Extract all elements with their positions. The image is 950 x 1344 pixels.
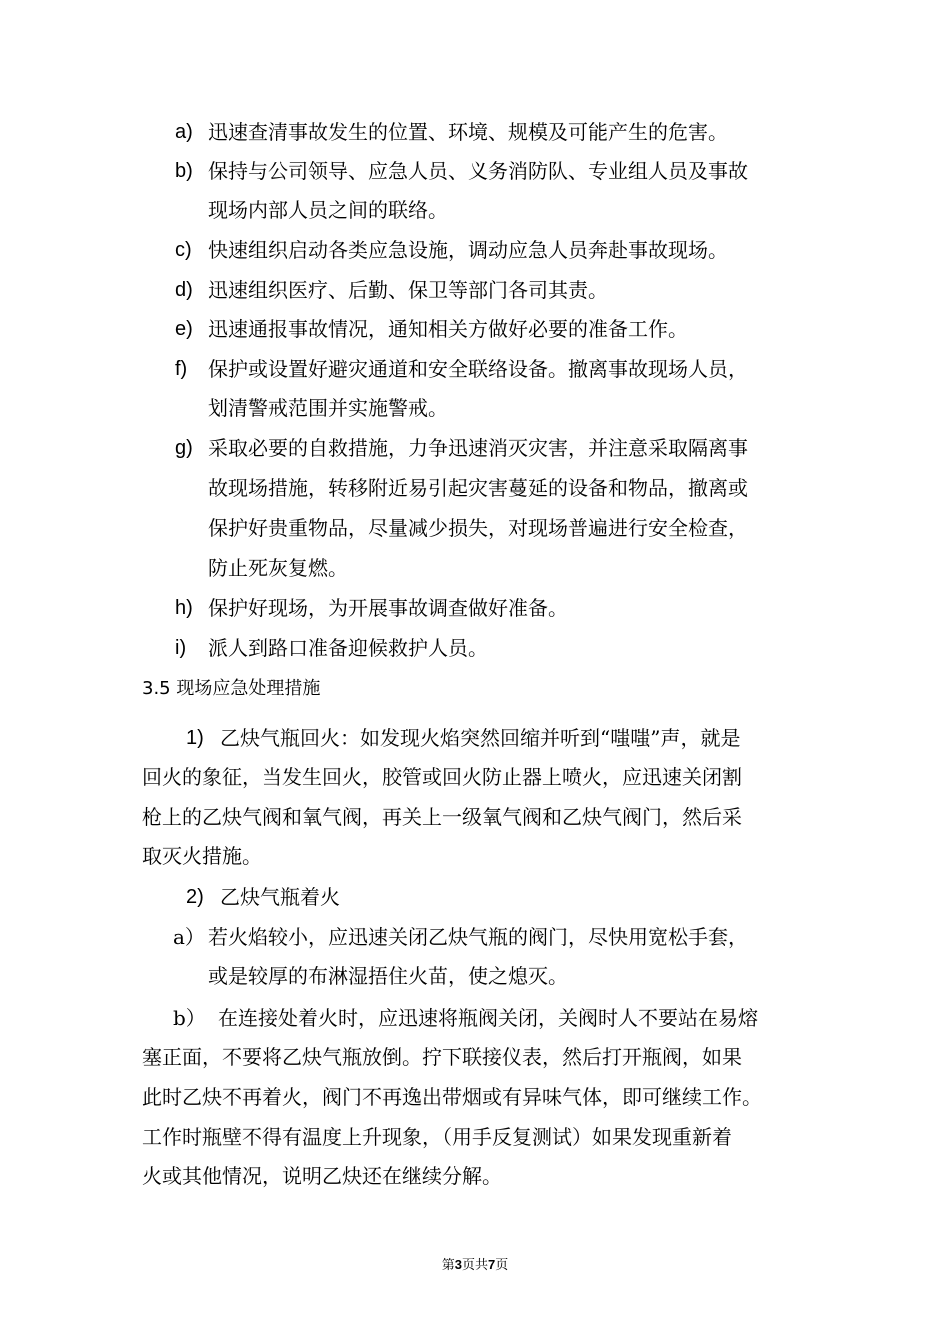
footer-suffix: 页: [495, 1258, 509, 1273]
footer-total-pages: 7: [488, 1257, 496, 1272]
list-item-f-line-2: 划清警戒范围并实施警戒。: [208, 396, 448, 420]
list-label-b: b): [175, 160, 193, 182]
sub-item-a-line-2: 或是较厚的布淋湿捂住火苗，使之熄灭。: [208, 964, 568, 988]
list-item-b-line-2: 现场内部人员之间的联络。: [208, 198, 448, 222]
list-item-e-line-1: 迅速通报事故情况，通知相关方做好必要的准备工作。: [208, 317, 688, 341]
list-item-c-line-1: 快速组织启动各类应急设施，调动应急人员奔赴事故现场。: [208, 238, 728, 262]
list-label-c: c): [175, 239, 192, 261]
list-label-f: f): [175, 358, 188, 380]
list-item-d-line-1: 迅速组织医疗、后勤、保卫等部门各司其责。: [208, 278, 608, 302]
list-item-g-line-1: 采取必要的自救措施，力争迅速消灭灾害，并注意采取隔离事: [208, 436, 748, 460]
sub-item-b-line-3: 此时乙炔不再着火，阀门不再逸出带烟或有异味气体，即可继续工作。: [142, 1085, 762, 1109]
list-item-b-line-1: 保持与公司领导、应急人员、义务消防队、专业组人员及事故: [208, 159, 748, 183]
section-heading: 3.5 现场应急处理措施: [142, 678, 321, 699]
list-item-a-line-1: 迅速查清事故发生的位置、环境、规模及可能产生的危害。: [208, 120, 728, 144]
footer-prefix: 第: [441, 1258, 455, 1273]
list-label-a: a): [175, 121, 193, 143]
list-label-e: e): [175, 318, 193, 340]
paragraph-1-label: 1): [186, 727, 204, 749]
list-label-i: i): [175, 637, 187, 659]
list-item-g-line-2: 故现场措施，转移附近易引起灾害蔓延的设备和物品，撤离或: [208, 476, 748, 500]
sub-item-b-line-1: 在连接处着火时，应迅速将瓶阀关闭，关阀时人不要站在易熔: [218, 1006, 758, 1030]
list-label-d: d): [175, 279, 193, 301]
sub-item-b-line-5: 火或其他情况，说明乙炔还在继续分解。: [142, 1164, 502, 1188]
list-label-h: h): [175, 597, 193, 619]
paragraph-1-line-1: 乙炔气瓶回火：如发现火焰突然回缩并听到“嗤嗤”声，就是: [220, 726, 741, 750]
paragraph-2-title: 乙炔气瓶着火: [220, 885, 340, 909]
page-footer: [0, 1256, 950, 1275]
sub-item-a-label: a）: [173, 925, 205, 949]
list-item-i-line-1: 派人到路口准备迎候救护人员。: [208, 636, 488, 660]
paragraph-2-label: 2): [186, 886, 204, 908]
footer-page-number: 3: [454, 1257, 462, 1272]
sub-item-b-line-4: 工作时瓶壁不得有温度上升现象，（用手反复测试）如果发现重新着: [142, 1125, 732, 1149]
list-item-f-line-1: 保护或设置好避灾通道和安全联络设备。撤离事故现场人员，: [208, 357, 748, 381]
paragraph-1-line-4: 取灭火措施。: [142, 844, 262, 868]
list-item-g-line-4: 防止死灰复燃。: [208, 556, 348, 580]
footer-middle: 页共: [461, 1258, 488, 1273]
list-item-h-line-1: 保护好现场，为开展事故调查做好准备。: [208, 596, 568, 620]
list-label-g: g): [175, 437, 193, 459]
list-item-g-line-3: 保护好贵重物品，尽量减少损失，对现场普遍进行安全检查，: [208, 516, 748, 540]
paragraph-1-line-2: 回火的象征，当发生回火，胶管或回火防止器上喷火，应迅速关闭割: [142, 765, 742, 789]
sub-item-a-line-1: 若火焰较小，应迅速关闭乙炔气瓶的阀门，尽快用宽松手套，: [208, 925, 748, 949]
sub-item-b-label: b）: [173, 1006, 206, 1030]
sub-item-b-line-2: 塞正面，不要将乙炔气瓶放倒。拧下联接仪表，然后打开瓶阀，如果: [142, 1045, 742, 1069]
paragraph-1-line-3: 枪上的乙炔气阀和氧气阀，再关上一级氧气阀和乙炔气阀门，然后采: [142, 805, 742, 829]
